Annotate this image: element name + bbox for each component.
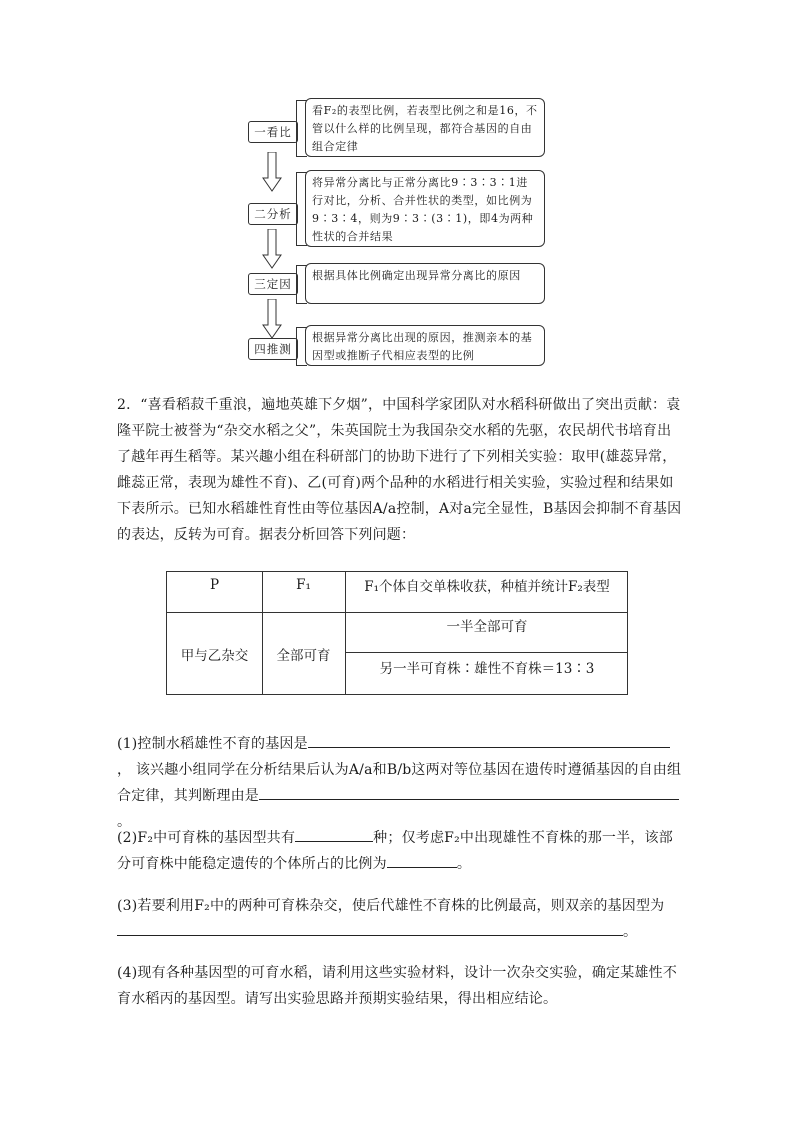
flow-step-2: 二分析 [248,203,298,225]
q2-text-a: (2)F₂中可育株的基因型共有 [117,830,296,846]
table-cell-f2-a: 一半全部可育 [446,619,528,635]
subquestion-3 [117,893,683,945]
answer-blank-q2-a[interactable] [295,827,373,842]
answer-blank-q2-b[interactable] [387,853,457,868]
down-arrow-icon [262,299,282,339]
table-cell-f1: 全部可育 [276,648,331,664]
experiment-table [166,571,628,695]
answer-blank-q3[interactable] [117,921,623,936]
subquestion-4: (4)现有各种基因型的可育水稻，请利用这些实验材料，设计一次杂交实验，确定某雄性不育水稻丙的基因型。请写出实验思路并预期实验结果，得出相应结论。 [117,965,678,1007]
table-header-p: P [209,577,220,593]
question-intro: 2．“喜看稻菽千重浪，遍地英雄下夕烟”，中国科学家团队对水稻科研做出了突出贡献：袁隆平院士被誉为“杂交水稻之父”，朱英国院士为我国杂交水稻的先驱，农民胡代书培育出了越年再生稻等。某兴趣小组在科研部门的协助下进行了下列相关实验：取甲(雄蕊异常，雌蕊正常，表现为雄性不育)、乙(可育)两个品种的水稻进行相关实验，实验过程和结果如下表所示。已知水稻雄性育性由等位基因A/a控制，A对a完全显性，B基因会抑制不育基因的表达，反转为可育。据表分析回答下列问题： [117,397,682,543]
table-header-f2: F₁个体自交单株收获，种植并统计F₂表型 [364,579,610,595]
q3-text-a: (3)若要利用F₂中的两种可育株杂交，使后代雄性不育株的比例最高，则双亲的基因型为 [117,898,665,914]
flow-desc-1: 看F₂的表型比例，若表型比例之和是16，不管以什么样的比例呈现，都符合基因的自由组合定律 [305,98,545,157]
q1-text-c: 。 [117,814,132,830]
q1-text-a: (1)控制水稻雄性不育的基因是 [117,736,308,752]
answer-blank-q1-a[interactable] [308,733,670,748]
q1-text-end: ， [117,762,132,778]
down-arrow-icon [262,229,282,269]
flow-desc-4: 根据异常分离比出现的原因，推测亲本的基因型或推断子代相应表型的比例 [305,325,545,366]
table-header-f1: F₁ [296,577,311,593]
flow-desc-2: 将异常分离比与正常分离比9∶3∶3∶1进行对比，分析、合并性状的类型，如比例为9∶3∶4，则为9∶3∶(3∶1)，即4为两种性状的合并结果 [305,170,545,247]
flow-desc-3: 根据具体比例确定出现异常分离比的原因 [305,263,545,304]
table-cell-f2-b: 另一半可育株∶雄性不育株＝13∶3 [379,661,595,677]
flow-step-3: 三定因 [248,273,298,295]
answer-blank-q1-b[interactable] [259,785,679,800]
down-arrow-icon [262,152,282,192]
flow-step-1: 一看比 [248,121,298,143]
q2-text-b: 种；仅考虑F₂中出现雄性不育株的那一半，该部分可育株中能稳定遗传的个体所占的比例为 [117,830,673,872]
q3-text-c: 。 [623,924,638,940]
table-cell-p: 甲与乙杂交 [180,648,249,664]
q2-text-c: 。 [456,856,472,872]
flow-step-4: 四推测 [248,338,298,360]
subquestion-1 [117,731,683,835]
q1-text-b: 该兴趣小组同学在分析结果后认为A/a和B/b这两对等位基因在遗传时遵循基因的自由组合定律，其判断理由是 [117,762,682,804]
subquestion-2 [117,825,683,877]
